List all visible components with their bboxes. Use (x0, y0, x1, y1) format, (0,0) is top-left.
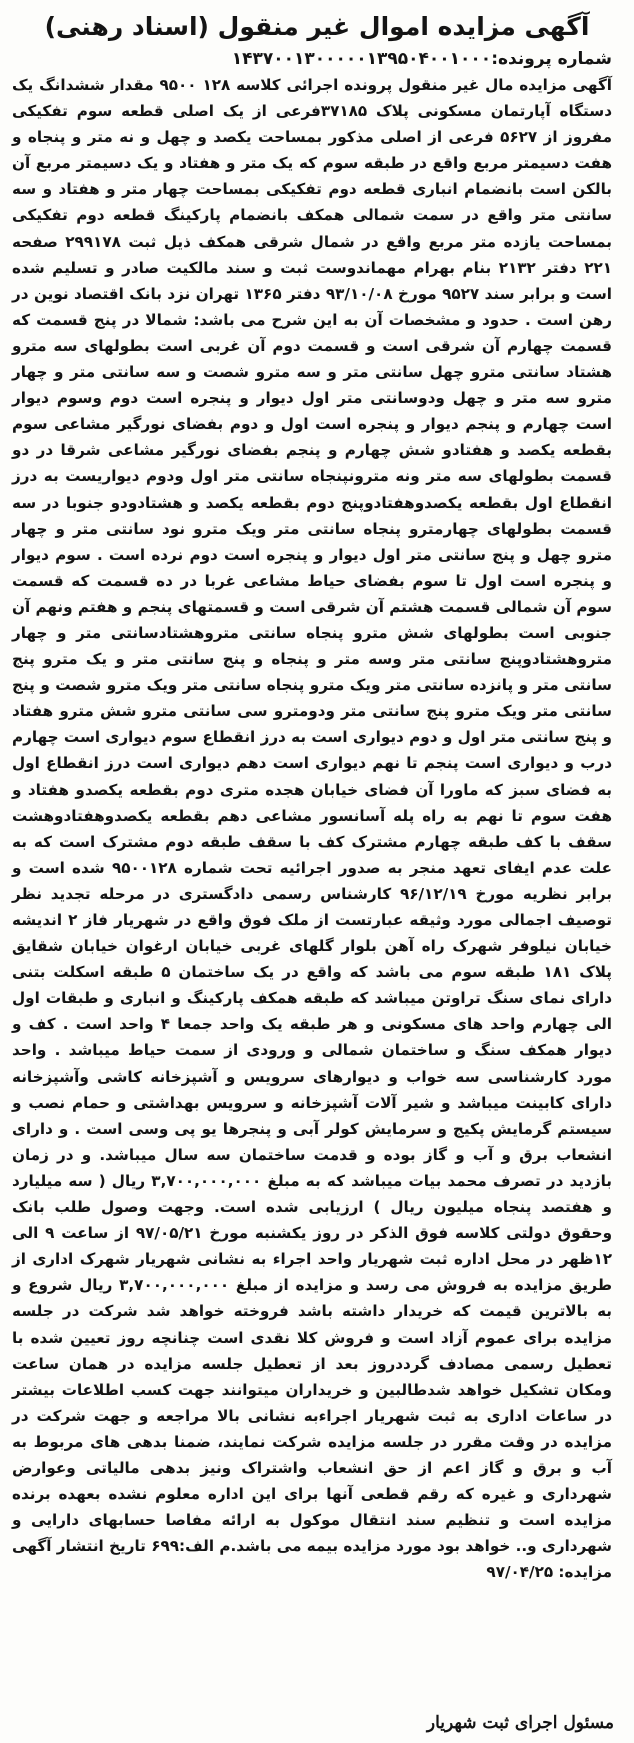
signature-line: مسئول اجرای ثبت شهریار (426, 1713, 614, 1733)
notice-title: آگهی مزایده اموال غیر منقول (اسناد رهنی) (44, 12, 590, 41)
notice-body: آگهی مزایده مال غیر منقول پرونده اجرائی کلاسه ۱۲۸ ۹۵۰۰ مقدار ششدانگ یک دستگاه آپارتمان مسکونی پلاک ۳۷۱۸۵فرعی از یک اصلی قطعه سوم تفکیکی مفروز از ۵۶۲۷ فرعی از اصلی مذکور بمساحت یکصد و چهل و نه متر و پنجاه و هفت دسیمتر مربع واقع در طبقه سوم که یک متر و هفتاد و یک دسیمتر مربع آن بالکن است بانضمام انباری قطعه دوم تفکیکی بمساحت چهار متر و هفتاد و سه سانتی متر واقع در سمت شمالی همکف بانضمام پارکینگ قطعه دوم تفکیکی بمساحت یازده متر مربع واقع در شمال شرقی همکف ذیل ثبت ۲۹۹۱۷۸ صفحه ۲۲۱ دفتر ۲۱۳۲ بنام بهرام مهماندوست ثبت و سند مالکیت صادر و تسلیم شده است و برابر سند ۹۵۲۷ مورخ ۹۳/۱۰/۰۸ دفتر ۱۳۶۵ تهران نزد بانک اقتصاد نوین در رهن است . حدود و مشخصات آن به این شرح می باشد: شمالا در پنج قسمت که قسمت چهارم آن شرقی است و قسمت دوم آن غربی است بطولهای سه مترو هشتاد سانتی مترو چهل سانتی متر و سه مترو شصت و سه سانتی متر و چهار مترو سه متر و چهل ودوسانتی متر اول دیوار و پنجره است دوم وسوم دیوار است چهارم و پنجم دیوار و پنجره است اول و دوم بفضای نورگیر مشاعی سوم بقطعه یکصد و هفتادو شش چهارم و پنجم بفضای نورگیر مشاعی شرقا در دو قسمت بطولهای سه متر ونه مترونپنجاه سانتی متر اول ودوم دیواریست به درز انقطاع اول بقطعه یکصدوهفتادوپنج دوم بقطعه یکصد و هشتادودو جنوبا در سه قسمت بطولهای چهارمترو پنجاه سانتی متر ویک مترو نود سانتی متر و چهار مترو چهل و پنج سانتی متر اول دیوار و پنجره است دوم نرده است . سوم دیوار و پنجره است اول تا سوم بفضای حیاط مشاعی غربا در ده قسمت که قسمت سوم آن شمالی قسمت هشتم آن شرقی است و قسمتهای پنجم و هفتم ونهم آن جنوبی است بطولهای شش مترو پنجاه سانتی متروهشتادسانتی متر و چهار متروهشتادوپنج سانتی متر وسه متر و پنجاه و پنج سانتی متر و یک مترو پنج سانتی متر و پانزده سانتی متر ویک مترو پنجاه سانتی متر ویک مترو شصت و پنج سانتی متر ویک مترو پنج سانتی متر ودومترو سی سانتی مترو شش مترو هفتاد و پنج سانتی متر اول و دوم دیواری است به درز انقطاع سوم دیواری است چهارم درب و دیواری است پنجم تا نهم دیواری است دهم دیواری است درز انقطاع اول به فضای سبز که ماورا آن فضای خیابان هجده متری دوم بقطعه یکصدو هفتاد و هفت سوم تا نهم به راه پله آسانسور مشاعی دهم بقطعه یکصدوهفتادوهشت سقف با کف طبقه چهارم مشترک کف با سقف طبقه دوم مشترک است که به علت عدم ایفای تعهد منجر به صدور اجرائیه تحت شماره ۹۵۰۰۱۲۸ شده است و برابر نظریه مورخ ۹۶/۱۲/۱۹ کارشناس رسمی دادگستری در مرحله تجدید نظر توصیف اجمالی مورد وثیقه عبارتست از ملک فوق واقع در شهریار فاز ۲ اندیشه خیابان نیلوفر شهرک راه آهن بلوار گلهای غربی خیابان ارغوان خیابان شقایق پلاک ۱۸۱ طبقه سوم می باشد که واقع در یک ساختمان ۵ طبقه اسکلت بتنی دارای نمای سنگ تراوتن میباشد که طبقه همکف پارکینگ و انباری و طبقات اول الی چهارم واحد های مسکونی و هر طبقه یک واحد جمعا ۴ واحد است . کف و دیوار همکف سنگ و ساختمان شمالی و ورودی از سمت حیاط میباشد . واحد مورد کارشناسی سه خواب و دیوارهای سرویس و آشپزخانه کاشی وآشپزخانه دارای کابینت میباشد و شیر آلات آشپزخانه و سرویس بهداشتی و حمام نصب و سیستم گرمایش پکیج و سرمایش کولر آبی و پنجرها یو پی وسی است . و دارای انشعاب برق و آب و گاز بوده و قدمت ساختمان سه سال میباشد. و در زمان بازدید در تصرف محمد بیات میباشد که به مبلغ ۳,۷۰۰,۰۰۰,۰۰۰ ریال ( سه میلیارد و هفتصد پنجاه میلیون ریال ) ارزیابی شده است. وجهت وصول طلب بانک وحقوق دولتی کلاسه فوق الذکر در روز یکشنبه مورخ ۹۷/۰۵/۲۱ از ساعت ۹ الی ۱۲ظهر در محل اداره ثبت شهریار واحد اجراء به نشانی شهریار شهرک اداری از طریق مزایده به فروش می رسد و مزایده از مبلغ ۳,۷۰۰,۰۰۰,۰۰۰ ریال شروع و به بالاترین قیمت که خریدار داشته باشد فروخته خواهد شد شرکت در جلسه مزایده برای عموم آزاد است و فروش کلا نقدی است چنانچه روز تعیین شده با تعطیل رسمی مصادف گرددروز بعد از تعطیل جلسه مزایده در همان ساعت ومکان تشکیل خواهد شدطالبین و خریداران میتوانند جهت کسب اطلاعات بیشتر در ساعات اداری به ثبت شهریار اجراءبه نشانی بالا مراجعه و جهت شرکت در مزایده در وقت مقرر در جلسه مزایده شرکت نمایند، ضمنا بدهی های مربوط به آب و برق و گاز اعم از حق انشعاب واشتراک ونیز بدهی مالیاتی وعوارض شهرداری و غیره که رقم قطعی آنها برای این اداره معلوم نشده بعهده برنده مزایده است و تنظیم سند انتقال موکول به ارائه مفاصا حسابهای دارایی و شهرداری و.. خواهد بود مورد مزایده بیمه می باشد.م الف:۶۹۹ تاریخ انتشار آگهی مزایده: ۹۷/۰۴/۲۵ (12, 76, 613, 1582)
file-number: شماره پرونده:۱۴۳۷۰۰۱۳۰۰۰۰۰۱۳۹۵۰۴۰۰۱۰۰۰ (231, 49, 612, 69)
